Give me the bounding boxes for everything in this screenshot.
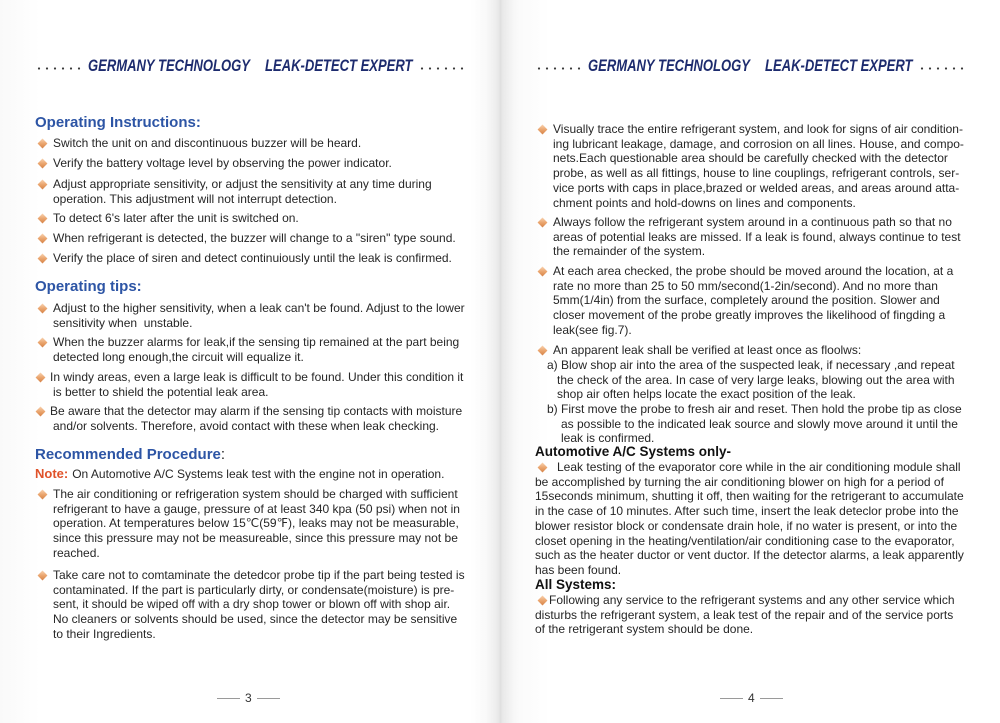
tip-item xyxy=(50,370,464,399)
verification-item xyxy=(553,343,861,358)
instruction-text: Verify the battery voltage level by observing the power indicator. xyxy=(53,156,392,170)
instruction-item xyxy=(53,231,456,246)
page-footer xyxy=(217,690,280,706)
footer-rule xyxy=(720,698,743,699)
instruction-text: To detect 6's later after the unit is switched on. xyxy=(53,211,299,225)
diamond-bullet-icon xyxy=(538,218,548,228)
procedure-text: Take care not to comtaminate the detedcor probe tip if the part being tested is contaminated. If the part is particularly dirty, or condensate(moisture) is pre- sent, it should be wiped off with a dry shop tower or blown off with shop air. No cleaners or solvents should be used, since the detector may be sensitive to their Ingredients. xyxy=(53,568,465,641)
tip-text: When the buzzer alarms for leak,if the sensing tip remained at the part being detected long enough,the circuit will equalize it. xyxy=(53,335,460,364)
recommended-procedure-heading xyxy=(35,446,225,464)
diamond-bullet-icon xyxy=(38,338,48,348)
instruction-text: Adjust appropriate sensitivity, or adjust the sensitivity at any time during operation. This adjustment will not interrupt detection. xyxy=(53,177,432,206)
operating-instructions-heading: Operating Instructions: xyxy=(35,114,201,131)
diamond-bullet-icon xyxy=(38,139,48,149)
diamond-bullet-icon xyxy=(538,267,548,277)
page-number: 4 xyxy=(748,691,755,705)
page-footer xyxy=(720,690,783,706)
procedure-item xyxy=(53,487,460,561)
header-title-leak-detect-expert: LEAK-DETECT EXPERT xyxy=(265,57,413,75)
header-title-leak-detect-expert: LEAK-DETECT EXPERT xyxy=(765,57,913,75)
diamond-bullet-icon xyxy=(38,159,48,169)
procedure-item xyxy=(553,122,964,210)
tip-item xyxy=(50,404,463,433)
procedure-text: The air conditioning or refrigeration system should be charged with sufficient refrigerant to have a gauge, pressure of at least 340 kpa (50 psi) when not in operation. At temperatures below 15℃(59℉), leaks may not be measurable, since this pressure may not be measureable, since this pressure may not be reached. xyxy=(53,487,460,560)
page-header xyxy=(35,56,467,76)
diamond-bullet-icon xyxy=(38,180,48,190)
instruction-item xyxy=(53,156,392,171)
page-number: 3 xyxy=(245,691,252,705)
instruction-item xyxy=(53,177,432,206)
recommended-procedure-title: Recommended Procedure xyxy=(35,446,221,463)
all-systems-paragraph xyxy=(535,593,955,637)
instruction-item xyxy=(53,251,452,266)
diamond-bullet-icon xyxy=(38,254,48,264)
header-title-germany-technology: GERMANY TECHNOLOGY xyxy=(88,57,250,75)
all-systems-heading: All Systems: xyxy=(535,577,617,592)
tip-text: Be aware that the detector may alarm if the sensing tip contacts with moisture and/or solvents. Therefore, avoid contact with these when leak checking. xyxy=(50,404,463,433)
instruction-item xyxy=(53,136,361,151)
diamond-bullet-icon xyxy=(38,571,48,581)
footer-rule xyxy=(257,698,280,699)
tip-item xyxy=(53,335,459,364)
page-4 xyxy=(500,0,1000,723)
diamond-bullet-icon xyxy=(36,373,46,383)
automotive-heading: Automotive A/C Systems only- xyxy=(535,444,732,459)
page-header xyxy=(535,56,967,76)
verification-intro: An apparent leak shall be verified at least once as floolws: xyxy=(553,343,862,357)
tip-item xyxy=(53,301,465,330)
dotted-leader xyxy=(418,67,468,70)
tip-text: Adjust to the higher sensitivity, when a leak can't be found. Adjust to the lower sensitivity when unstable. xyxy=(53,301,465,330)
instruction-text: Switch the unit on and discontinuous buzzer will be heard. xyxy=(53,136,362,150)
diamond-bullet-icon xyxy=(538,346,548,356)
diamond-bullet-icon xyxy=(38,214,48,224)
diamond-bullet-icon xyxy=(38,490,48,500)
automotive-paragraph xyxy=(535,460,964,578)
dotted-leader xyxy=(535,67,585,70)
instruction-item xyxy=(53,211,299,226)
procedure-item xyxy=(53,568,465,642)
verification-step-b: b) First move the probe to fresh air and reset. Then hold the probe tip as close as possible to the indicated leak source and slowly move around it until the leak is confirmed. xyxy=(547,402,962,446)
footer-rule xyxy=(217,698,240,699)
diamond-bullet-icon xyxy=(38,234,48,244)
procedure-item xyxy=(553,215,961,259)
footer-rule xyxy=(760,698,783,699)
note-text: On Automotive A/C Systems leak test with the engine not in operation. xyxy=(72,467,445,481)
procedure-text: At each area checked, the probe should be moved around the location, at a rate no more than 25 to 50 mm/second(1-2in/second). And no more than 5mm(1/4in) from the surface, completely around the position. Slower and closer movement of the probe greatly improves the likelihood of fingding a leak(see fig.7). xyxy=(553,264,954,337)
dotted-leader xyxy=(918,67,968,70)
diamond-bullet-icon xyxy=(38,304,48,314)
procedure-text: Always follow the refrigerant system around in a continuous path so that no areas of potential leaks are missed. If a leak is found, always continue to test the remainder of the system. xyxy=(553,215,961,259)
procedure-item xyxy=(553,264,953,338)
dotted-leader xyxy=(35,67,85,70)
header-title-germany-technology: GERMANY TECHNOLOGY xyxy=(588,57,750,75)
verification-step-a: a) Blow shop air into the area of the suspected leak, if necessary ,and repeat the check of the area. In case of very large leaks, blowing out the area with shop air often helps locate the exact position of the leak. xyxy=(547,358,955,402)
diamond-bullet-icon xyxy=(36,407,46,417)
tip-text: In windy areas, even a large leak is difficult to be found. Under this condition it is better to shield the potential leak area. xyxy=(50,370,464,399)
note-line xyxy=(35,467,444,482)
page-gutter xyxy=(486,0,514,723)
instruction-text: Verify the place of siren and detect continuiously until the leak is confirmed. xyxy=(53,251,452,265)
heading-colon: : xyxy=(220,446,226,463)
note-label: Note: xyxy=(35,466,69,481)
instruction-text: When refrigerant is detected, the buzzer will change to a "siren" type sound. xyxy=(53,231,456,245)
all-systems-text: Following any service to the refrigerant systems and any other service which disturbs the refrigerant system, a leak test of the repair and of the service ports of the retrigerant system should be done. xyxy=(535,593,955,637)
diamond-bullet-icon xyxy=(538,125,548,135)
operating-tips-heading: Operating tips: xyxy=(35,278,142,295)
procedure-text: Visually trace the entire refrigerant system, and look for signs of air condition- ing lubricant leakage, damage, and corrosion on all lines. House, and compo- nets.Each questionable area should be carefully checked with the detector probe, as well as all fittings, house to line couplings, refrigerant controls, ser- vice ports with caps in place,brazed or welded areas, and areas around atta- chment points and hold-downs on lines and components. xyxy=(553,122,964,210)
automotive-text: Leak testing of the evaporator core while in the air conditioning module shall be accomplished by turning the air conditioning blower on high for a period of 15seconds minimum, shutting it off, then waiting for the retrigerant to accumulate in the case of 10 minutes. After such time, insert the leak deteclor probe into the blower resistor block or condensate drain hole, if no water is present, or into the closet opening in the heating/ventilation/air conditioning case to the evaporator, such as the heater ductor or vent ductor. If the detector alarms, a leak apparently has been found. xyxy=(535,460,964,577)
